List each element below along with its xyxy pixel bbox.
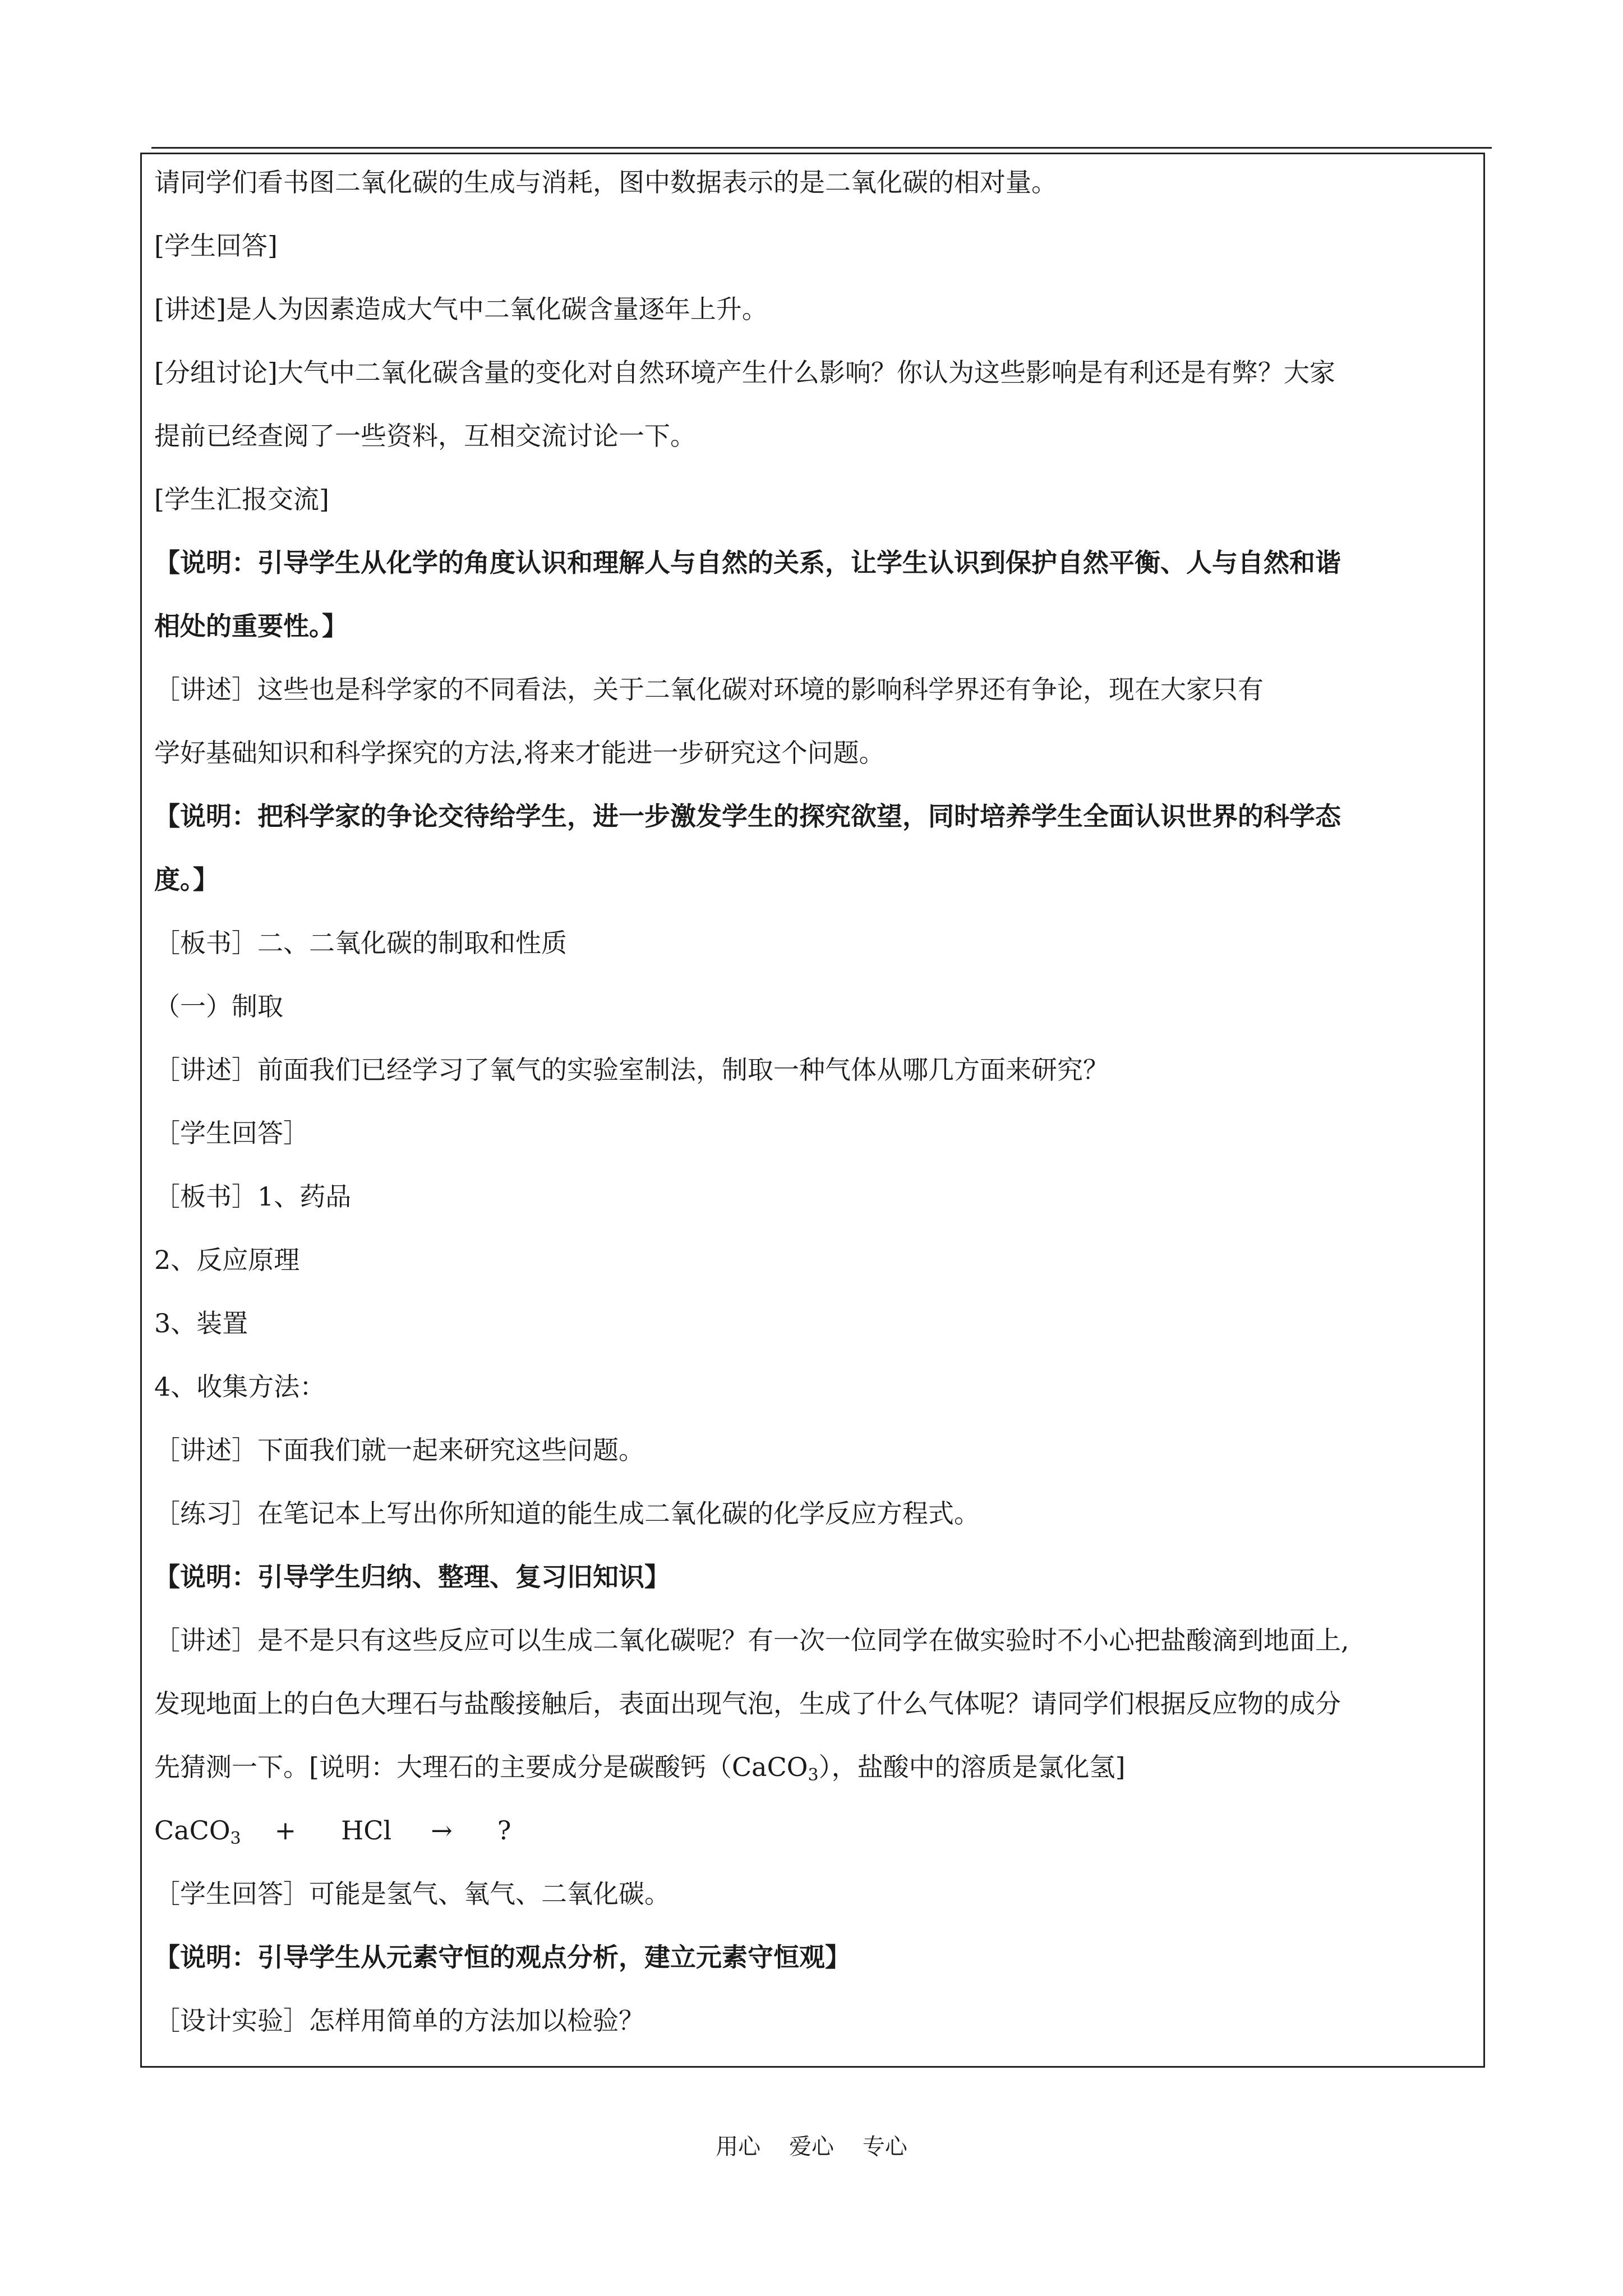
text-line: 提前已经查阅了一些资料，互相交流讨论一下。 bbox=[154, 421, 696, 451]
text-line: 2、反应原理 bbox=[154, 1245, 300, 1275]
text-line: ［练习］在笔记本上写出你所知道的能生成二氧化碳的化学反应方程式。 bbox=[154, 1498, 980, 1529]
note-line: 相处的重要性。】 bbox=[154, 611, 348, 641]
unknown-product: ? bbox=[497, 1815, 511, 1846]
formula-text: CaCO bbox=[154, 1815, 230, 1846]
text-line: ［学生回答］ bbox=[154, 1118, 309, 1148]
reactant-calcium-carbonate bbox=[154, 1814, 241, 1847]
note-line: 度。】 bbox=[154, 864, 219, 895]
text-line: ［讲述］前面我们已经学习了氧气的实验室制法，制取一种气体从哪几方面来研究？ bbox=[154, 1055, 1109, 1085]
text-line: 3、装置 bbox=[154, 1308, 248, 1338]
note-line: 【说明：引导学生从元素守恒的观点分析，建立元素守恒观】 bbox=[154, 1942, 851, 1972]
text-line: 学好基础知识和科学探究的方法,将来才能进一步研究这个问题。 bbox=[154, 738, 885, 768]
note-line: 【说明：引导学生归纳、整理、复习旧知识】 bbox=[154, 1562, 670, 1592]
text-line: 发现地面上的白色大理石与盐酸接触后，表面出现气泡，生成了什么气体呢？请同学们根据反应物的成分 bbox=[154, 1688, 1341, 1719]
text-segment: ），盐酸中的溶质是氯化氢] bbox=[818, 1752, 1126, 1782]
text-line: ［学生回答］可能是氢气、氧气、二氧化碳。 bbox=[154, 1879, 670, 1909]
header-rule bbox=[151, 147, 1492, 149]
text-line: ［板书］二、二氧化碳的制取和性质 bbox=[154, 928, 567, 958]
note-line: 【说明：把科学家的争论交待给学生，进一步激发学生的探究欲望，同时培养学生全面认识世界的科学态 bbox=[154, 801, 1341, 831]
text-line: ［设计实验］怎样用简单的方法加以检验？ bbox=[154, 2005, 644, 2036]
plus-sign: + bbox=[274, 1815, 297, 1846]
text-line: ［讲述］下面我们就一起来研究这些问题。 bbox=[154, 1435, 644, 1465]
note-line: 【说明：引导学生从化学的角度认识和理解人与自然的关系，让学生认识到保护自然平衡、人与自然和谐 bbox=[154, 547, 1341, 578]
text-line: 4、收集方法： bbox=[154, 1372, 326, 1402]
text-segment: 先猜测一下。[说明：大理石的主要成分是碳酸钙（CaCO bbox=[154, 1752, 808, 1782]
text-line: 请同学们看书图二氧化碳的生成与消耗，图中数据表示的是二氧化碳的相对量。 bbox=[154, 167, 1057, 197]
text-line: ［讲述］这些也是科学家的不同看法，关于二氧化碳对环境的影响科学界还有争论，现在大家只有 bbox=[154, 674, 1264, 705]
text-line bbox=[154, 1750, 1126, 1784]
text-line: [学生汇报交流] bbox=[154, 484, 329, 514]
text-line: （一）制取 bbox=[154, 991, 283, 1022]
text-line: [讲述]是人为因素造成大气中二氧化碳含量逐年上升。 bbox=[154, 294, 768, 324]
subscript: 3 bbox=[808, 1765, 819, 1785]
text-line: [分组讨论]大气中二氧化碳含量的变化对自然环境产生什么影响？你认为这些影响是有利还是有弊？大家 bbox=[154, 357, 1335, 388]
reactant-hydrochloric-acid: HCl bbox=[341, 1815, 392, 1846]
text-line: [学生回答] bbox=[154, 231, 278, 261]
subscript: 3 bbox=[230, 1829, 241, 1848]
page-footer: 用心 爱心 专心 bbox=[716, 2134, 907, 2160]
text-line: ［讲述］是不是只有这些反应可以生成二氧化碳呢？有一次一位同学在做实验时不小心把盐酸滴到地面上, bbox=[154, 1625, 1349, 1655]
lesson-content-box bbox=[140, 153, 1485, 2068]
text-line: ［板书］1、药品 bbox=[154, 1181, 352, 1212]
chemical-equation bbox=[154, 1814, 511, 1847]
reaction-arrow: → bbox=[431, 1815, 453, 1846]
